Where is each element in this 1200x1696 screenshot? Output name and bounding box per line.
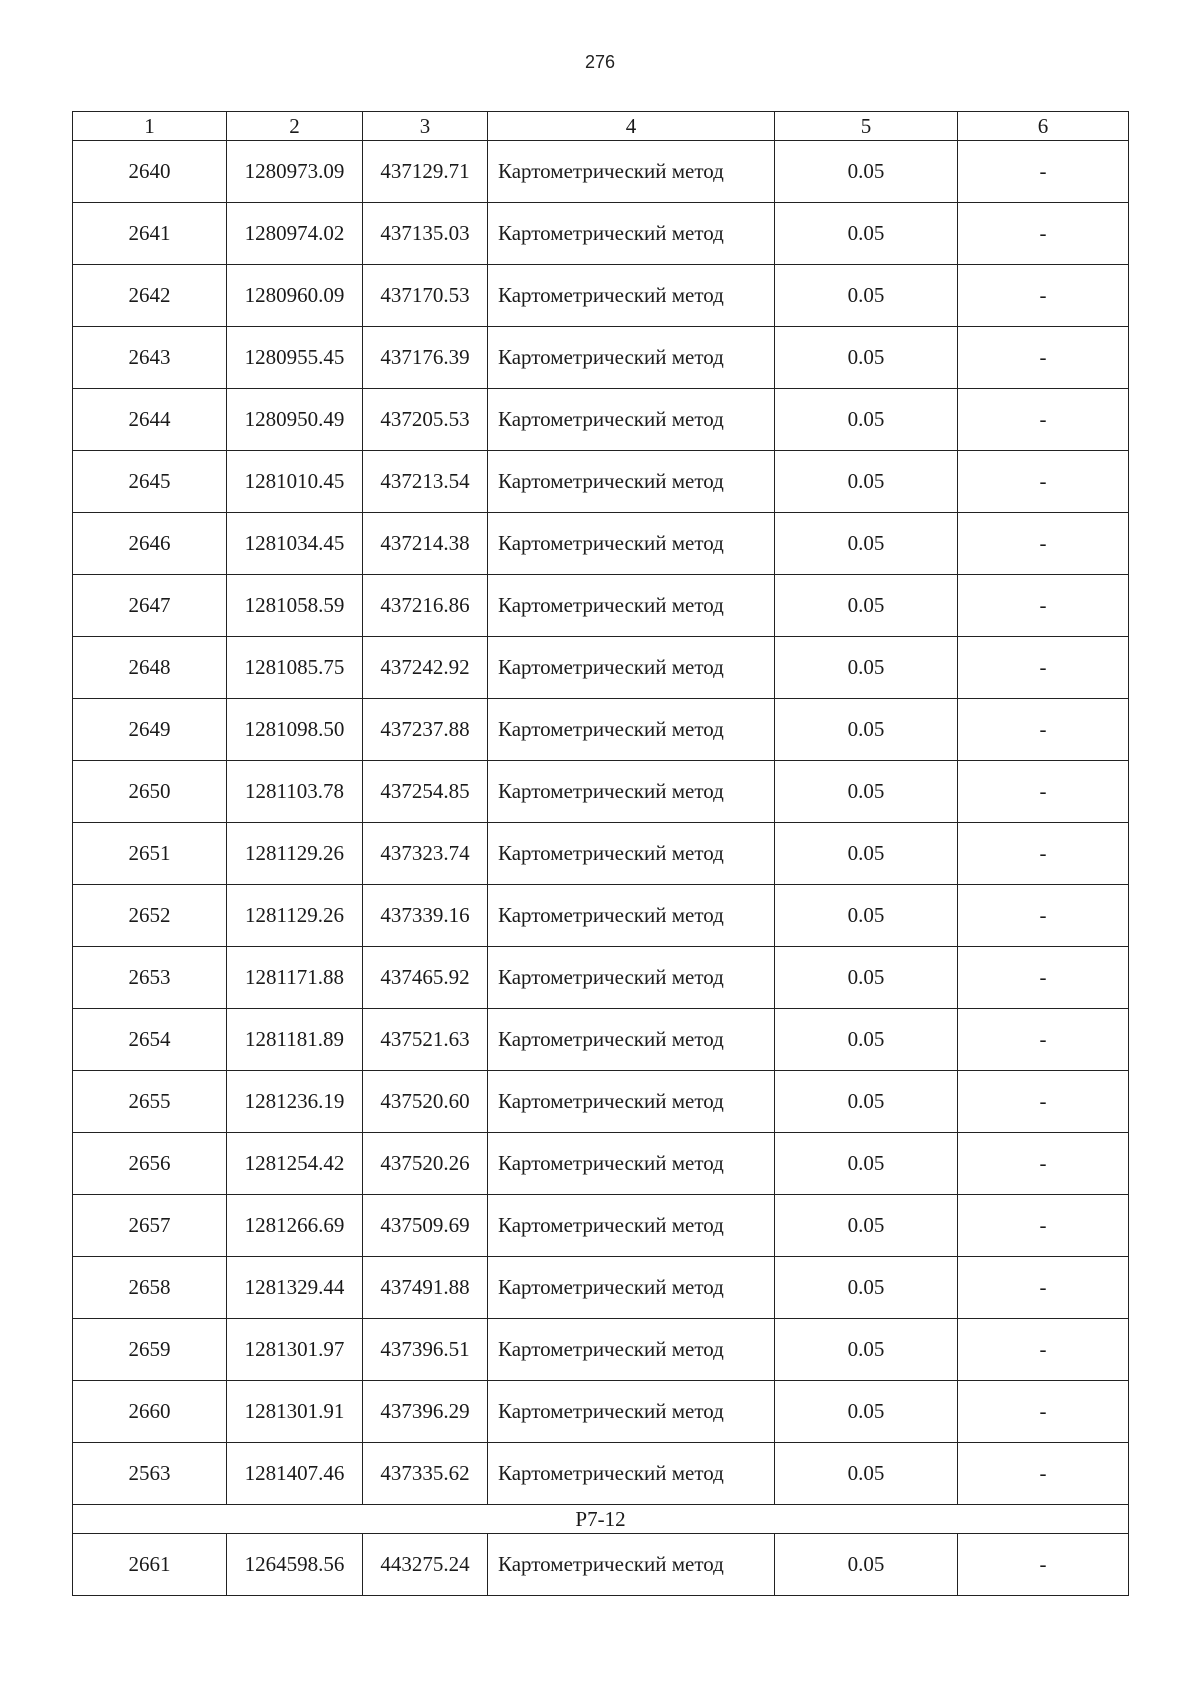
- method-cell: Картометрический метод: [488, 699, 775, 761]
- accuracy-cell: 0.05: [775, 327, 958, 389]
- point-number-cell: 2655: [73, 1071, 227, 1133]
- y-coordinate-cell: 437520.26: [363, 1133, 488, 1195]
- method-cell: Картометрический метод: [488, 327, 775, 389]
- method-cell: Картометрический метод: [488, 1443, 775, 1505]
- note-cell: -: [958, 1071, 1129, 1133]
- x-coordinate-cell: 1281098.50: [227, 699, 363, 761]
- table-row: [73, 1257, 1129, 1319]
- y-coordinate-cell: 437339.16: [363, 885, 488, 947]
- note-cell: -: [958, 1195, 1129, 1257]
- accuracy-cell: 0.05: [775, 141, 958, 203]
- accuracy-cell: 0.05: [775, 1071, 958, 1133]
- point-number-cell: 2648: [73, 637, 227, 699]
- x-coordinate-cell: 1281236.19: [227, 1071, 363, 1133]
- accuracy-cell: 0.05: [775, 1319, 958, 1381]
- y-coordinate-cell: 437323.74: [363, 823, 488, 885]
- y-coordinate-cell: 437205.53: [363, 389, 488, 451]
- x-coordinate-cell: 1280973.09: [227, 141, 363, 203]
- table-row: [73, 1319, 1129, 1381]
- accuracy-cell: 0.05: [775, 1381, 958, 1443]
- note-cell: -: [958, 947, 1129, 1009]
- x-coordinate-cell: 1281254.42: [227, 1133, 363, 1195]
- method-cell: Картометрический метод: [488, 1257, 775, 1319]
- point-number-cell: 2657: [73, 1195, 227, 1257]
- column-header: 3: [363, 112, 488, 141]
- accuracy-cell: 0.05: [775, 451, 958, 513]
- x-coordinate-cell: 1280955.45: [227, 327, 363, 389]
- method-cell: Картометрический метод: [488, 761, 775, 823]
- table-row: [73, 1443, 1129, 1505]
- method-cell: Картометрический метод: [488, 141, 775, 203]
- point-number-cell: 2652: [73, 885, 227, 947]
- note-cell: -: [958, 637, 1129, 699]
- x-coordinate-cell: 1280960.09: [227, 265, 363, 327]
- y-coordinate-cell: 437491.88: [363, 1257, 488, 1319]
- note-cell: -: [958, 885, 1129, 947]
- column-header: 2: [227, 112, 363, 141]
- accuracy-cell: 0.05: [775, 637, 958, 699]
- method-cell: Картометрический метод: [488, 1133, 775, 1195]
- point-number-cell: 2646: [73, 513, 227, 575]
- method-cell: Картометрический метод: [488, 513, 775, 575]
- column-header: 6: [958, 112, 1129, 141]
- point-number-cell: 2644: [73, 389, 227, 451]
- point-number-cell: 2658: [73, 1257, 227, 1319]
- point-number-cell: 2651: [73, 823, 227, 885]
- y-coordinate-cell: 437396.29: [363, 1381, 488, 1443]
- point-number-cell: 2649: [73, 699, 227, 761]
- table-body: [73, 141, 1129, 1596]
- point-number-cell: 2661: [73, 1534, 227, 1596]
- note-cell: -: [958, 513, 1129, 575]
- method-cell: Картометрический метод: [488, 389, 775, 451]
- table-row: [73, 1071, 1129, 1133]
- y-coordinate-cell: 437335.62: [363, 1443, 488, 1505]
- y-coordinate-cell: 437509.69: [363, 1195, 488, 1257]
- x-coordinate-cell: 1281085.75: [227, 637, 363, 699]
- y-coordinate-cell: 437170.53: [363, 265, 488, 327]
- x-coordinate-cell: 1281407.46: [227, 1443, 363, 1505]
- table-row: [73, 823, 1129, 885]
- accuracy-cell: 0.05: [775, 265, 958, 327]
- x-coordinate-cell: 1281034.45: [227, 513, 363, 575]
- accuracy-cell: 0.05: [775, 1443, 958, 1505]
- method-cell: Картометрический метод: [488, 1381, 775, 1443]
- method-cell: Картометрический метод: [488, 575, 775, 637]
- point-number-cell: 2660: [73, 1381, 227, 1443]
- point-number-cell: 2659: [73, 1319, 227, 1381]
- note-cell: -: [958, 451, 1129, 513]
- table-row: [73, 265, 1129, 327]
- accuracy-cell: 0.05: [775, 513, 958, 575]
- method-cell: Картометрический метод: [488, 1195, 775, 1257]
- table-row: [73, 947, 1129, 1009]
- accuracy-cell: 0.05: [775, 947, 958, 1009]
- x-coordinate-cell: 1281266.69: [227, 1195, 363, 1257]
- x-coordinate-cell: 1280974.02: [227, 203, 363, 265]
- point-number-cell: 2650: [73, 761, 227, 823]
- table-row: [73, 575, 1129, 637]
- note-cell: -: [958, 265, 1129, 327]
- x-coordinate-cell: 1281301.91: [227, 1381, 363, 1443]
- x-coordinate-cell: 1281058.59: [227, 575, 363, 637]
- section-row: [73, 1505, 1129, 1534]
- method-cell: Картометрический метод: [488, 265, 775, 327]
- y-coordinate-cell: 437216.86: [363, 575, 488, 637]
- table-row: [73, 513, 1129, 575]
- method-cell: Картометрический метод: [488, 823, 775, 885]
- x-coordinate-cell: 1281329.44: [227, 1257, 363, 1319]
- x-coordinate-cell: 1281301.97: [227, 1319, 363, 1381]
- table-row: [73, 389, 1129, 451]
- x-coordinate-cell: 1280950.49: [227, 389, 363, 451]
- note-cell: -: [958, 1443, 1129, 1505]
- table-row: [73, 1381, 1129, 1443]
- method-cell: Картометрический метод: [488, 1534, 775, 1596]
- y-coordinate-cell: 443275.24: [363, 1534, 488, 1596]
- accuracy-cell: 0.05: [775, 1534, 958, 1596]
- accuracy-cell: 0.05: [775, 699, 958, 761]
- accuracy-cell: 0.05: [775, 1257, 958, 1319]
- x-coordinate-cell: 1264598.56: [227, 1534, 363, 1596]
- column-header: 1: [73, 112, 227, 141]
- y-coordinate-cell: 437214.38: [363, 513, 488, 575]
- note-cell: -: [958, 1381, 1129, 1443]
- method-cell: Картометрический метод: [488, 451, 775, 513]
- accuracy-cell: 0.05: [775, 823, 958, 885]
- point-number-cell: 2643: [73, 327, 227, 389]
- page-number: 276: [584, 52, 616, 72]
- x-coordinate-cell: 1281171.88: [227, 947, 363, 1009]
- table-row: [73, 1195, 1129, 1257]
- accuracy-cell: 0.05: [775, 203, 958, 265]
- method-cell: Картометрический метод: [488, 1071, 775, 1133]
- table-row: [73, 1534, 1129, 1596]
- y-coordinate-cell: 437242.92: [363, 637, 488, 699]
- table-row: [73, 141, 1129, 203]
- y-coordinate-cell: 437129.71: [363, 141, 488, 203]
- x-coordinate-cell: 1281103.78: [227, 761, 363, 823]
- x-coordinate-cell: 1281181.89: [227, 1009, 363, 1071]
- table-row: [73, 699, 1129, 761]
- accuracy-cell: 0.05: [775, 389, 958, 451]
- note-cell: -: [958, 575, 1129, 637]
- coordinates-table: [72, 111, 1129, 1596]
- y-coordinate-cell: 437237.88: [363, 699, 488, 761]
- y-coordinate-cell: 437465.92: [363, 947, 488, 1009]
- column-header: 4: [488, 112, 775, 141]
- method-cell: Картометрический метод: [488, 1009, 775, 1071]
- y-coordinate-cell: 437135.03: [363, 203, 488, 265]
- note-cell: -: [958, 761, 1129, 823]
- table-row: [73, 1009, 1129, 1071]
- table-row: [73, 885, 1129, 947]
- note-cell: -: [958, 203, 1129, 265]
- accuracy-cell: 0.05: [775, 761, 958, 823]
- section-label: Р7-12: [73, 1505, 1129, 1534]
- point-number-cell: 2653: [73, 947, 227, 1009]
- point-number-cell: 2563: [73, 1443, 227, 1505]
- method-cell: Картометрический метод: [488, 947, 775, 1009]
- point-number-cell: 2656: [73, 1133, 227, 1195]
- y-coordinate-cell: 437520.60: [363, 1071, 488, 1133]
- accuracy-cell: 0.05: [775, 1009, 958, 1071]
- note-cell: -: [958, 141, 1129, 203]
- table-row: [73, 761, 1129, 823]
- y-coordinate-cell: 437213.54: [363, 451, 488, 513]
- accuracy-cell: 0.05: [775, 885, 958, 947]
- point-number-cell: 2642: [73, 265, 227, 327]
- note-cell: -: [958, 389, 1129, 451]
- accuracy-cell: 0.05: [775, 575, 958, 637]
- note-cell: -: [958, 1133, 1129, 1195]
- y-coordinate-cell: 437176.39: [363, 327, 488, 389]
- point-number-cell: 2640: [73, 141, 227, 203]
- note-cell: -: [958, 1257, 1129, 1319]
- accuracy-cell: 0.05: [775, 1133, 958, 1195]
- table-row: [73, 1133, 1129, 1195]
- note-cell: -: [958, 699, 1129, 761]
- table-row: [73, 637, 1129, 699]
- x-coordinate-cell: 1281129.26: [227, 885, 363, 947]
- point-number-cell: 2654: [73, 1009, 227, 1071]
- header-row: [73, 112, 1129, 141]
- method-cell: Картометрический метод: [488, 637, 775, 699]
- column-header: 5: [775, 112, 958, 141]
- accuracy-cell: 0.05: [775, 1195, 958, 1257]
- method-cell: Картометрический метод: [488, 1319, 775, 1381]
- y-coordinate-cell: 437521.63: [363, 1009, 488, 1071]
- point-number-cell: 2645: [73, 451, 227, 513]
- x-coordinate-cell: 1281129.26: [227, 823, 363, 885]
- method-cell: Картометрический метод: [488, 203, 775, 265]
- note-cell: -: [958, 327, 1129, 389]
- method-cell: Картометрический метод: [488, 885, 775, 947]
- point-number-cell: 2647: [73, 575, 227, 637]
- y-coordinate-cell: 437254.85: [363, 761, 488, 823]
- x-coordinate-cell: 1281010.45: [227, 451, 363, 513]
- table-row: [73, 203, 1129, 265]
- point-number-cell: 2641: [73, 203, 227, 265]
- note-cell: -: [958, 1534, 1129, 1596]
- note-cell: -: [958, 1319, 1129, 1381]
- note-cell: -: [958, 1009, 1129, 1071]
- note-cell: -: [958, 823, 1129, 885]
- table-row: [73, 451, 1129, 513]
- y-coordinate-cell: 437396.51: [363, 1319, 488, 1381]
- table-row: [73, 327, 1129, 389]
